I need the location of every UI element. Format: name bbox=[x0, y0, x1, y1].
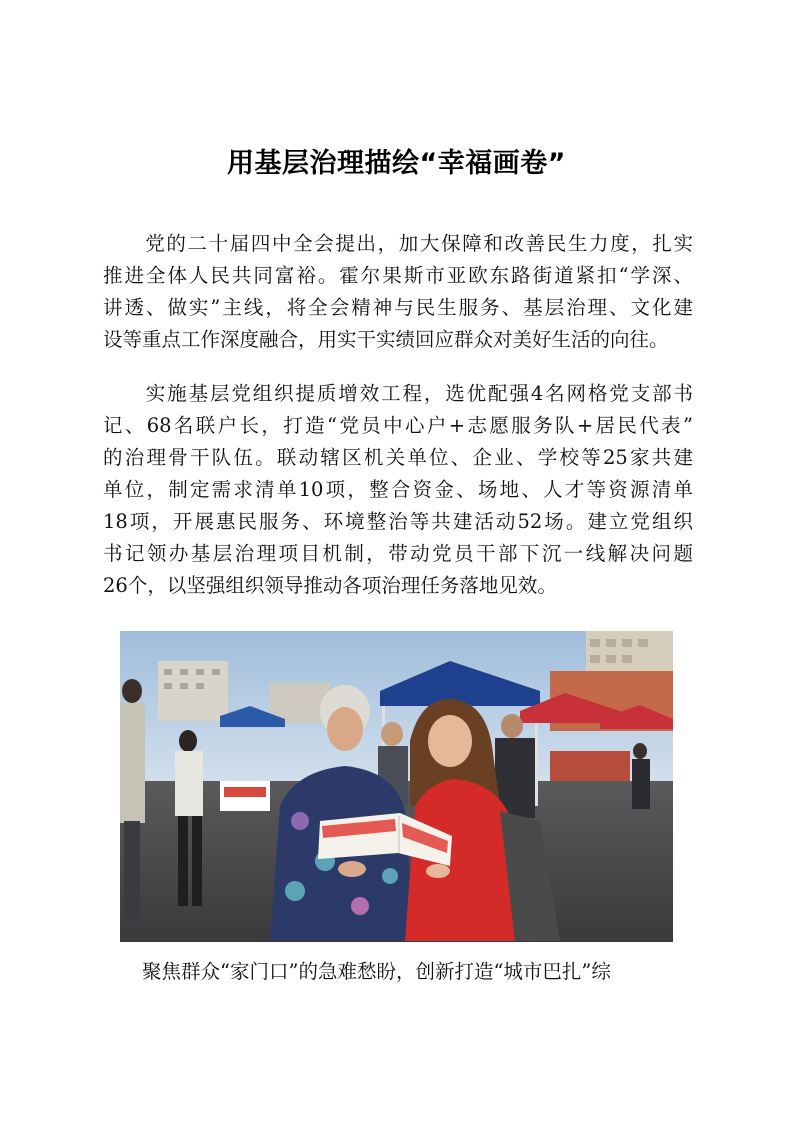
paragraph-line: 18项，开展惠民服务、环境整治等共建活动52场。建立党组织 bbox=[103, 510, 693, 533]
paragraph-line: 单位，制定需求清单10项，整合资金、场地、人才等资源清单 bbox=[103, 478, 693, 501]
paragraph-line: 党的二十届四中全会提出，加大保障和改善民生力度，扎实 bbox=[103, 232, 693, 255]
paragraph-line: 书记领办基层治理项目机制，带动党员干部下沉一线解决问题 bbox=[103, 542, 693, 565]
paragraph-line: 讲透、做实”主线，将全会精神与民生服务、基层治理、文化建 bbox=[103, 296, 693, 319]
paragraph-line: 推进全体人民共同富裕。霍尔果斯市亚欧东路街道紧扣“学深、 bbox=[103, 264, 693, 287]
paragraph-line: 设等重点工作深度融合，用实干实绩回应群众对美好生活的向往。 bbox=[103, 328, 669, 351]
paragraph-line: 记、68名联户长，打造“党员中心户+志愿服务队+居民代表” bbox=[103, 414, 693, 437]
paragraph-line: 实施基层党组织提质增效工程，选优配强4名网格党支部书 bbox=[103, 382, 693, 405]
paragraph-line: 的治理骨干队伍。联动辖区机关单位、企业、学校等25家共建 bbox=[103, 446, 693, 469]
paragraph-line: 聚焦群众“家门口”的急难愁盼，创新打造“城市巴扎”综 bbox=[103, 960, 611, 983]
document-title: 用基层治理描绘“幸福画卷” bbox=[227, 148, 566, 179]
market-photo bbox=[120, 631, 673, 942]
market-photo-illustration bbox=[120, 631, 673, 942]
paragraph-line: 26个，以坚强组织领导推动各项治理任务落地见效。 bbox=[103, 574, 557, 597]
